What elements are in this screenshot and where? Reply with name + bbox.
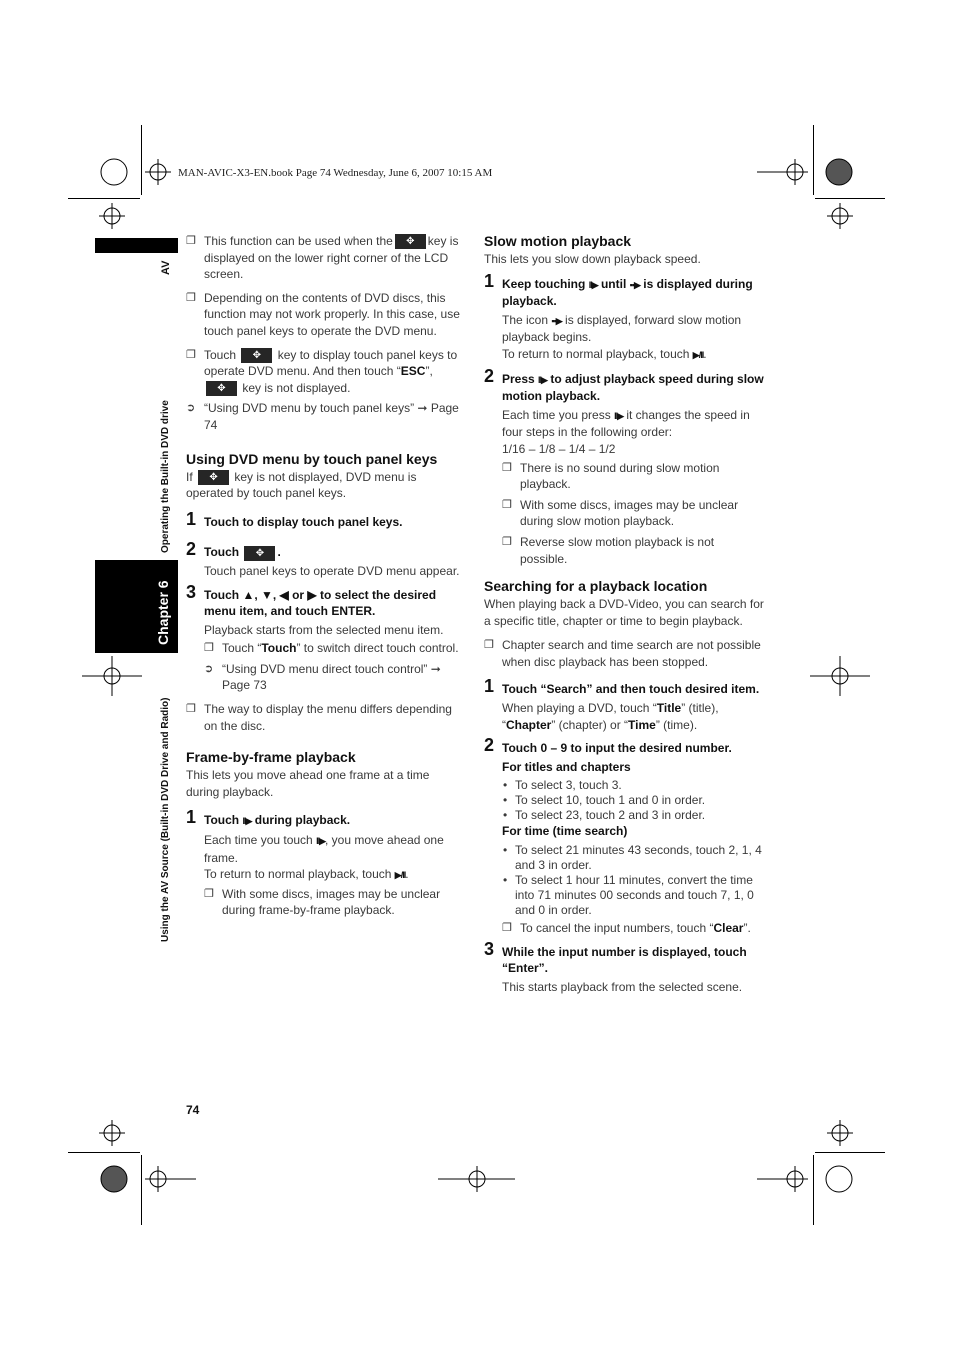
joystick-key-icon [241, 348, 272, 363]
joystick-key-icon [198, 470, 229, 485]
note-bullet: ❐ Chapter search and time search are not possible when disc playback has been stopped. [484, 637, 764, 670]
list-item: • To select 3, touch 3. [502, 778, 764, 793]
reg-circle [150, 1171, 166, 1187]
joystick-key-icon [395, 234, 426, 249]
step-2: 2 Touch ✥ . [186, 544, 464, 561]
joystick-key-icon [244, 546, 275, 561]
step-detail: Touch panel keys to operate DVD menu appear. [204, 563, 460, 578]
step-detail: The icon ▪▪▶ is displayed, forward slow motion playback begins. To return to normal playback, touch ▶/II. [502, 312, 742, 361]
reg-circle [832, 208, 848, 224]
step-icon: II▶ [588, 279, 598, 290]
step-2: 2 Touch 0 – 9 to input the desired number. [484, 735, 732, 756]
crop-mark [141, 1155, 142, 1225]
reg-circle [469, 1171, 485, 1187]
step-icon: II▶ [538, 374, 547, 385]
book-header: MAN-AVIC-X3-EN.book Page 74 Wednesday, June 6, 2007 10:15 AM [178, 167, 493, 179]
reg-circle [104, 1125, 120, 1141]
note-bullet: ❐ There is no sound during slow motion playback. [502, 460, 764, 493]
reg-circle [104, 208, 120, 224]
sidebar-section-av: Using the AV Source (Built-in DVD Drive and Radio) [160, 697, 171, 942]
step-detail: Each time you press II▶ it changes the speed in four steps in the following order: 1/16 – 1/8 – 1/4 – 1/2 ❐ There is no sound during slow motion playback. ❐ With some discs, images may be unclear during slow motion playback. ❐ Reverse slow motion playback is not possible. [484, 407, 764, 567]
note-bullet: ❐ Touch ✥ key to display touch panel keys to operate DVD menu. And then touch “ESC”, ✥ key is not displayed. [186, 347, 464, 397]
slow-icon: ▪▪▶ [551, 315, 562, 326]
note-bullet: ❐ With some discs, images may be unclear during frame-by-frame playback. [204, 886, 464, 919]
step-detail: When playing a DVD, touch “Title” (title), “Chapter” (chapter) or “Time” (time). [502, 701, 719, 732]
step-3: 3 Touch ▲, ▼, ◀ or ▶ to select the desired menu item, and touch ENTER. [186, 581, 437, 619]
step-2: 2 Press II▶ to adjust playback speed during slow motion playback. [484, 365, 764, 404]
note-bullet: ❐ To cancel the input numbers, touch “Clear”. [502, 920, 764, 937]
step-icon: II▶ [316, 836, 326, 847]
crop-mark [141, 125, 142, 195]
step-detail: Each time you touch II▶, you move ahead one frame. To return to normal playback, touch ▶/II. ❐ With some discs, images may be unclear during frame-by-frame playback. [186, 832, 464, 919]
reg-circle [832, 1125, 848, 1141]
left-column [186, 233, 464, 926]
section-heading: Searching for a playback location [484, 578, 708, 595]
reg-circle [787, 164, 803, 180]
paragraph: If ✥ key is not displayed, DVD menu is operated by touch panel keys. [186, 469, 464, 502]
crop-mark [68, 1152, 140, 1153]
list-item: • To select 10, touch 1 and 0 in order. [502, 793, 764, 808]
play-pause-icon: ▶/II [394, 870, 406, 881]
note-bullet: ❐ Touch “Touch” to switch direct touch control. [204, 640, 464, 657]
sidebar-top-bar [95, 238, 178, 253]
cross-reference: ➲ “Using DVD menu direct touch control” ➞ Page 73 [204, 661, 464, 694]
note-bullet: ❐ The way to display the menu differs depending on the disc. [186, 701, 464, 734]
sidebar-av-label: AV [160, 260, 172, 275]
reg-circle [826, 159, 852, 185]
reg-circle [150, 164, 166, 180]
section-heading: Frame-by-frame playback [186, 749, 356, 766]
step-1: 1 Touch to display touch panel keys. [186, 508, 403, 529]
slow-icon: ▪▪▶ [629, 279, 640, 290]
paragraph: When playing back a DVD-Video, you can search for a specific title, chapter or time to begin playback. [484, 597, 764, 628]
reg-circle [104, 668, 120, 684]
play-pause-icon: ▶/II [692, 349, 704, 360]
step-3: 3 While the input number is displayed, touch “Enter”. [484, 938, 747, 976]
list-item: • To select 21 minutes 43 seconds, touch 2, 1, 4 and 3 in order. [502, 843, 764, 873]
reg-circle [101, 1166, 127, 1192]
note-bullet: ❐ Reverse slow motion playback is not possible. [502, 534, 764, 567]
reg-circle [101, 159, 127, 185]
note-bullet: ❐ This function can be used when the✥ key is displayed on the lower right corner of the LCD screen. [186, 233, 464, 283]
step-1: 1 Touch “Search” and then touch desired item. [484, 676, 760, 697]
step-detail: Playback starts from the selected menu item. ❐ Touch “Touch” to switch direct touch control. ➲ “Using DVD menu direct touch control” ➞ Page 73 [186, 622, 464, 694]
paragraph: This lets you move ahead one frame at a time during playback. [186, 768, 430, 799]
note-bullet: ❐ Depending on the contents of DVD discs, this function may not work properly. In this case, use touch panel keys to operate the DVD menu. [186, 290, 464, 340]
chapter-label: Chapter 6 [155, 580, 171, 645]
step-detail: For titles and chapters • To select 3, touch 3. • To select 10, touch 1 and 0 in order. • To select 23, touch 2 and 3 in order. For time (time search) • To select 21 minutes 43 seconds, touch 2, 1, 4 and 3 in order. • To select 1 hour 11 minutes, convert the time into 71 minutes 00 seconds and touch 7, 1, 0 and 0 in order. ❐ To cancel the input numbers, touch “Clear”. [484, 759, 764, 937]
step-1: 1 Touch II▶ during playback. [186, 807, 351, 828]
page-number: 74 [186, 1103, 200, 1117]
crop-mark [815, 198, 885, 199]
paragraph: This lets you slow down playback speed. [484, 252, 701, 266]
reg-circle [826, 1166, 852, 1192]
reg-circle [832, 668, 848, 684]
step-detail: This starts playback from the selected scene. [502, 979, 743, 994]
reg-circle [787, 1171, 803, 1187]
joystick-key-icon [206, 381, 237, 396]
list-item: • To select 1 hour 11 minutes, convert the time into 71 minutes 00 seconds and touch 7, 1, 0 and 0 in order. [502, 873, 764, 918]
step-icon: II▶ [614, 410, 623, 421]
note-bullet: ❐ With some discs, images may be unclear during slow motion playback. [502, 497, 764, 530]
section-heading: Using DVD menu by touch panel keys [186, 450, 438, 467]
crop-mark [815, 1152, 885, 1153]
crop-mark [813, 1155, 814, 1225]
list-item: • To select 23, touch 2 and 3 in order. [502, 808, 764, 823]
sidebar-section-dvd: Operating the Built-in DVD drive [160, 400, 171, 553]
section-heading: Slow motion playback [484, 233, 632, 249]
crop-mark [813, 125, 814, 195]
step-1: 1 Keep touching II▶ until ▪▪▶ is displayed during playback. [484, 270, 753, 309]
cross-reference: ➲ “Using DVD menu by touch panel keys” ➞ Page 74 [186, 400, 464, 433]
right-column [484, 233, 764, 1002]
step-icon: II▶ [242, 816, 252, 827]
crop-mark [68, 198, 140, 199]
